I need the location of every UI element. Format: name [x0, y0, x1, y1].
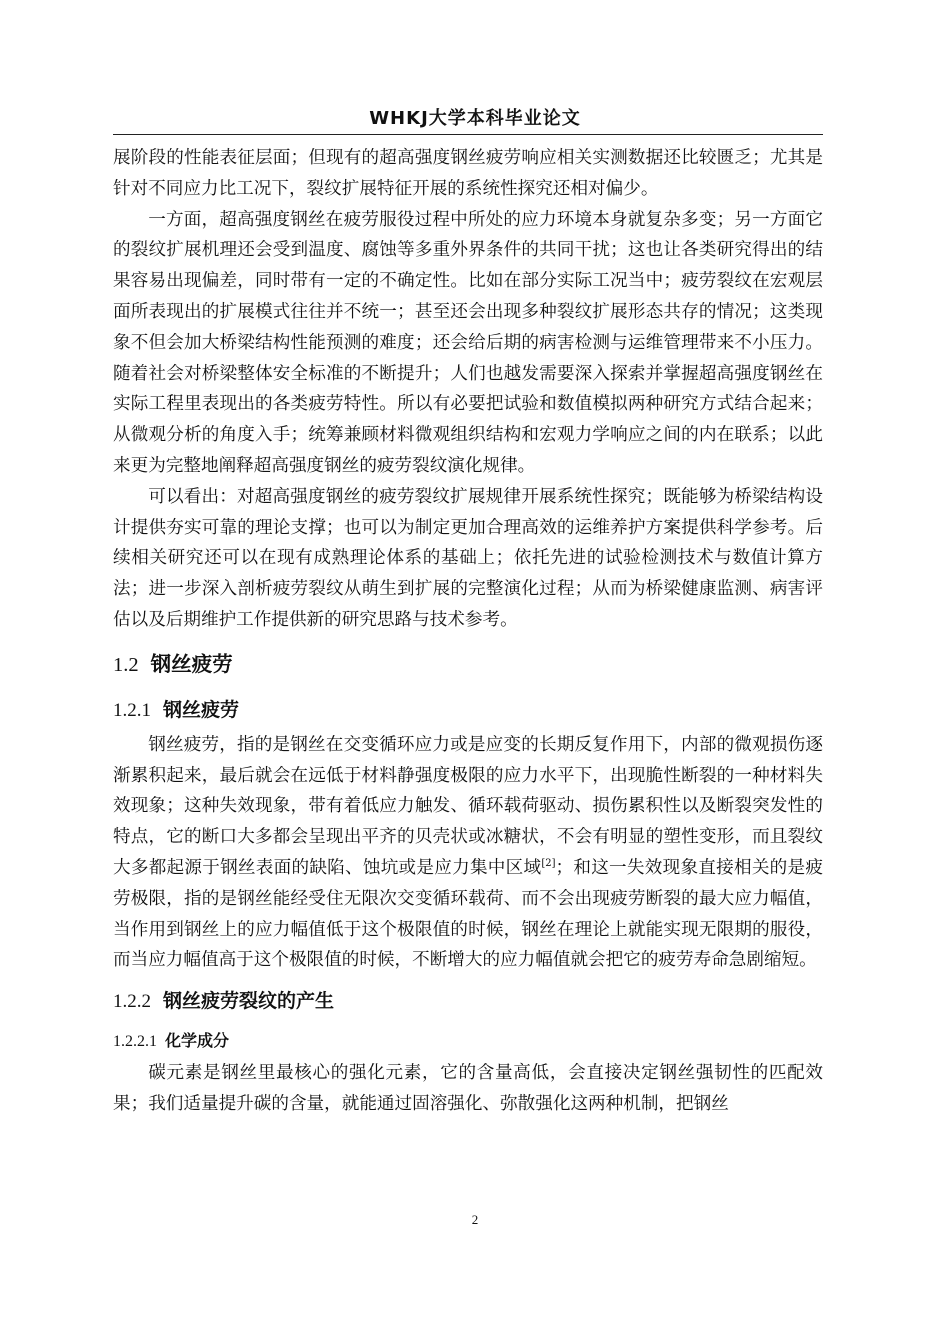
paragraph-research-complexity: 一方面，超高强度钢丝在疲劳服役过程中所处的应力环境本身就复杂多变；另一方面它的裂纹扩展机理还会受到温度、腐蚀等多重外界条件的共同干扰；这也让各类研究得出的结果容易出现偏差，同时带有一定的不确定性。比如在部分实际工况当中；疲劳裂纹在宏观层面所表现出的扩展模式往往并不统一；甚至还会出现多种裂纹扩展形态共存的情况；这类现象不但会加大桥梁结构性能预测的难度；还会给后期的病害检测与运维管理带来不小压力。随着社会对桥梁整体安全标准的不断提升；人们也越发需要深入探索并掌握超高强度钢丝在实际工程里表现出的各类疲劳特性。所以有必要把试验和数值模拟两种研究方式结合起来；从微观分析的角度入手；统筹兼顾材料微观组织结构和宏观力学响应之间的内在联系；以此来更为完整地阐释超高强度钢丝的疲劳裂纹演化规律。: [113, 209, 823, 476]
section-number: 1.2: [113, 653, 139, 676]
paragraph-chemical-composition: 碳元素是钢丝里最核心的强化元素，它的含量高低，会直接决定钢丝强韧性的匹配效果；我们适量提升碳的含量，就能通过固溶强化、弥散强化这两种机制，把钢丝: [113, 1063, 823, 1114]
paragraph-text: 钢丝疲劳，指的是钢丝在交变循环应力或是应变的长期反复作用下，内部的微观损伤逐渐累积起来，最后就会在远低于材料静强度极限的应力水平下，出现脆性断裂的一种材料失效现象；这种失效现象，带有着低应力触发、循环载荷驱动、损伤累积性以及断裂突发性的特点，它的断口大多都会呈现出平齐的贝壳状或冰糖状，不会有明显的塑性变形，而且裂纹大多都起源于钢丝表面的缺陷、蚀坑或是应力集中区域: [113, 734, 823, 878]
section-number: 1.2.2: [113, 991, 151, 1013]
paragraph-research-significance: 可以看出：对超高强度钢丝的疲劳裂纹扩展规律开展系统性探究；既能够为桥梁结构设计提供夯实可靠的理论支撑；也可以为制定更加合理高效的运维养护方案提供科学参考。后续相关研究还可以在现有成熟理论体系的基础上；依托先进的试验检测技术与数值计算方法；进一步深入剖析疲劳裂纹从萌生到扩展的完整演化过程；从而为桥梁健康监测、病害评估以及后期维护工作提供新的研究思路与技术参考。: [113, 486, 823, 630]
section-title: 钢丝疲劳: [163, 698, 240, 721]
section-number: 1.2.2.1: [113, 1033, 157, 1051]
page-header-title: WHKJ大学本科毕业论文: [369, 108, 581, 129]
section-heading-1-2: [113, 644, 823, 685]
page-number: 2: [471, 1212, 479, 1227]
section-title: 化学成分: [165, 1031, 230, 1051]
paragraph-fatigue-definition: [113, 730, 823, 976]
section-number: 1.2.1: [113, 699, 151, 721]
section-title: 钢丝疲劳裂纹的产生: [163, 990, 335, 1013]
section-title: 钢丝疲劳: [150, 651, 233, 676]
paragraph-text: ；和这一失效现象直接相关的是疲劳极限，指的是钢丝能经受住无限次交变循环载荷、而不会出现疲劳断裂的最大应力幅值，当作用到钢丝上的应力幅值低于这个极限值的时候，钢丝在理论上就能实现无限期的服役，而当应力幅值高于这个极限值的时候，不断增大的应力幅值就会把它的疲劳寿命急剧缩短。: [113, 857, 823, 971]
section-heading-1-2-2-1: [113, 1025, 823, 1058]
citation-reference: [2]: [541, 858, 556, 870]
header-divider: [113, 134, 823, 135]
section-heading-1-2-2: [113, 982, 823, 1021]
document-body: [113, 143, 823, 1120]
section-heading-1-2-1: [113, 691, 823, 730]
paragraph-continuation: 展阶段的性能表征层面；但现有的超高强度钢丝疲劳响应相关实测数据还比较匮乏；尤其是针对不同应力比工况下，裂纹扩展特征开展的系统性探究还相对偏少。: [113, 148, 823, 199]
